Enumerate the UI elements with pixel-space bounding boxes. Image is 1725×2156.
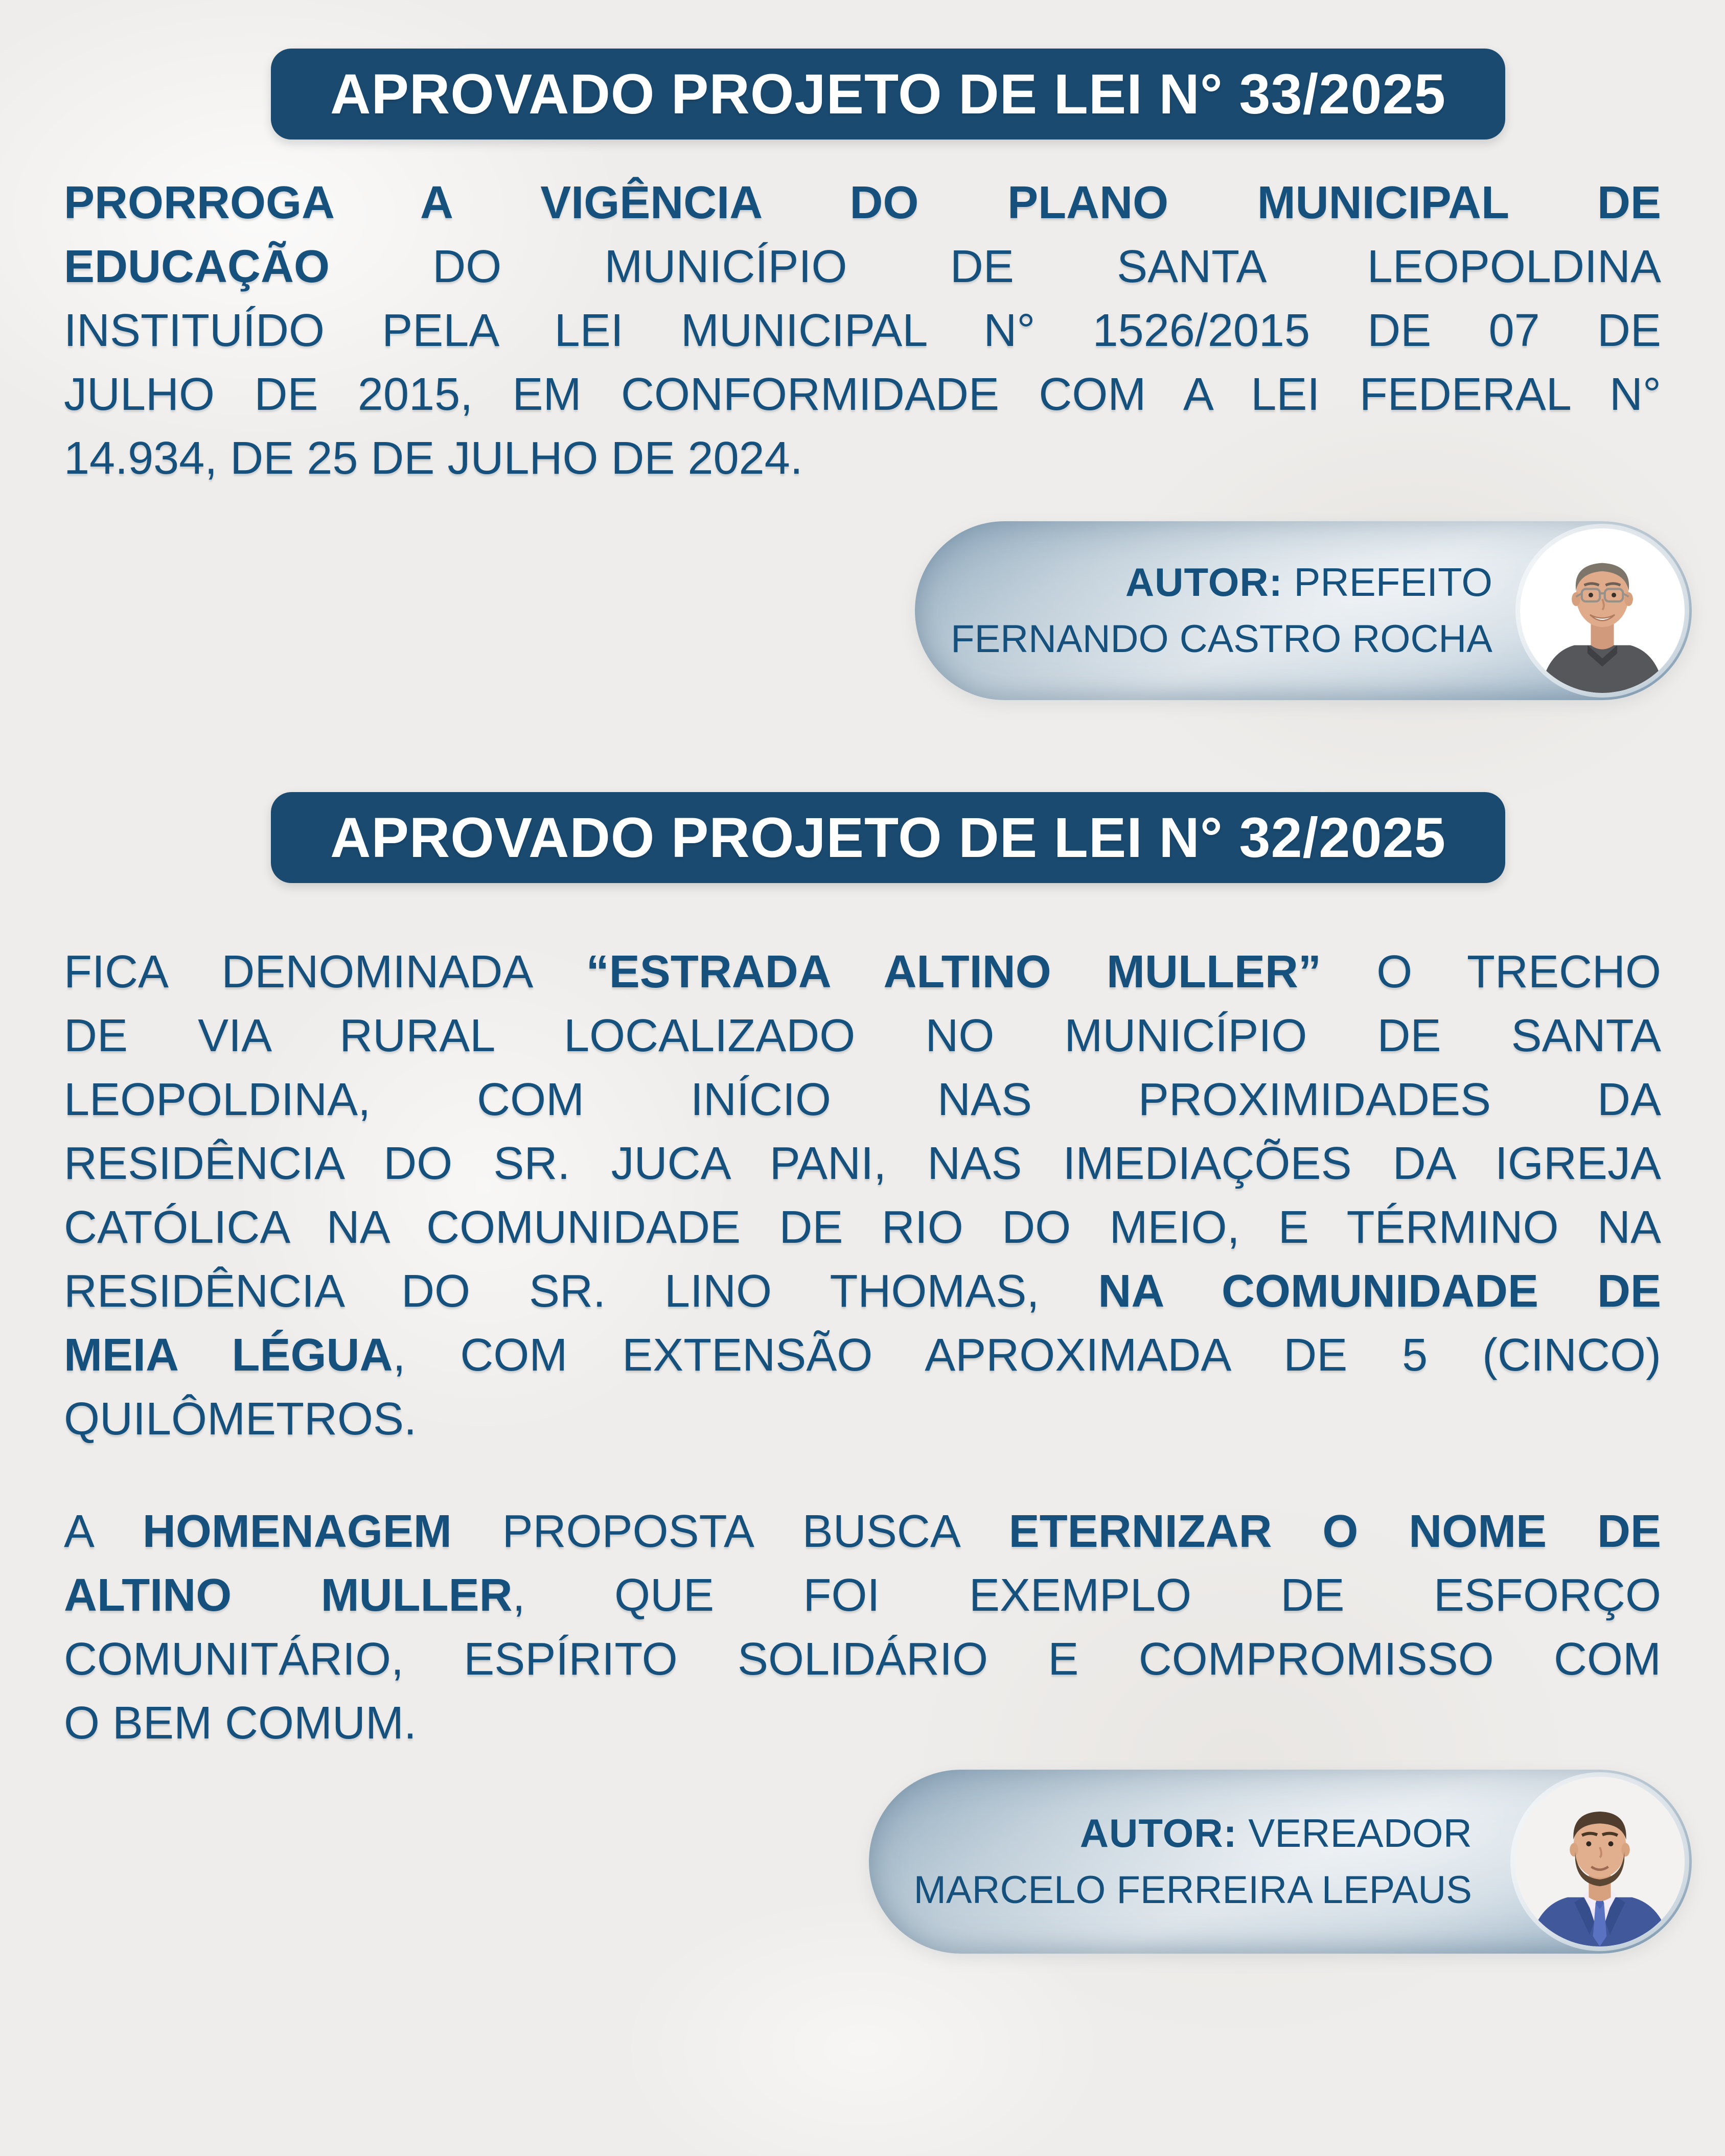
paragraph-line — [64, 299, 1661, 363]
text-segment: PRORROGA A VIGÊNCIA DO PLANO MUNICIPAL DE — [64, 177, 1661, 228]
paragraph-line — [64, 1004, 1661, 1068]
text-segment: EDUCAÇÃO — [64, 241, 330, 292]
banner-law-32 — [271, 792, 1505, 883]
author-role: PREFEITO — [1294, 560, 1492, 605]
author-label: AUTOR: — [1125, 560, 1283, 605]
law-32-homage-paragraph — [64, 1500, 1661, 1755]
text-segment: RESIDÊNCIA DO SR. JUCA PANI, NAS IMEDIAÇÕES DA IGREJA — [64, 1138, 1661, 1189]
author-info — [951, 553, 1492, 668]
paragraph-line — [64, 1564, 1661, 1628]
text-segment: O BEM COMUM. — [64, 1698, 417, 1749]
author-role: VEREADOR — [1248, 1811, 1472, 1856]
text-segment: “ESTRADA ALTINO MULLER” — [586, 946, 1321, 998]
paragraph-line — [64, 235, 1661, 299]
section-law-32 — [0, 792, 1725, 1954]
paragraph-line — [64, 1324, 1661, 1387]
text-segment: LEOPOLDINA, COM INÍCIO NAS PROXIMIDADES DA — [64, 1074, 1661, 1125]
banner-law-33 — [271, 49, 1505, 140]
text-segment: FICA DENOMINADA — [64, 946, 586, 998]
prefeito-photo-frame — [1520, 528, 1685, 693]
author-name: FERNANDO CASTRO ROCHA — [951, 617, 1492, 661]
paragraph-line — [64, 171, 1661, 235]
paragraph-line — [64, 940, 1661, 1004]
author-role-line — [914, 1804, 1472, 1862]
paragraph-line — [64, 1196, 1661, 1260]
author-info — [914, 1804, 1472, 1919]
author-label: AUTOR: — [1079, 1811, 1237, 1856]
law-33-summary-paragraph — [64, 171, 1661, 491]
text-segment: MEIA LÉGUA — [64, 1330, 393, 1381]
vereador-photo-frame — [1515, 1777, 1685, 1946]
text-segment: RESIDÊNCIA DO SR. LINO THOMAS, — [64, 1266, 1098, 1317]
text-segment: DO MUNICÍPIO DE SANTA LEOPOLDINA — [330, 241, 1661, 292]
text-segment: JULHO DE 2015, EM CONFORMIDADE COM A LEI FEDERAL N° — [64, 369, 1661, 420]
paragraph-line — [64, 1691, 1661, 1755]
text-segment: NA COMUNIDADE DE — [1098, 1266, 1661, 1317]
paragraph-line — [64, 1068, 1661, 1132]
author-role-line — [951, 553, 1492, 611]
paragraph-line — [64, 1132, 1661, 1196]
paragraph-line — [64, 1387, 1661, 1451]
paragraph-line — [64, 1500, 1661, 1564]
text-segment: DE VIA RURAL LOCALIZADO NO MUNICÍPIO DE SANTA — [64, 1010, 1661, 1061]
text-segment: HOMENAGEM — [142, 1506, 452, 1557]
paragraph-line — [64, 363, 1661, 427]
text-segment: , QUE FOI EXEMPLO DE ESFORÇO — [512, 1570, 1661, 1621]
text-segment: ETERNIZAR O NOME DE — [1008, 1506, 1661, 1557]
text-segment: QUILÔMETROS. — [64, 1394, 417, 1445]
text-segment: O TRECHO — [1321, 946, 1662, 998]
author-badge-vereador — [869, 1770, 1692, 1954]
section-law-33 — [0, 49, 1725, 700]
author-badge-prefeito — [915, 521, 1692, 700]
text-segment: PROPOSTA BUSCA — [451, 1506, 1009, 1557]
fernando-castro-rocha-photo — [1520, 528, 1685, 693]
paragraph-line — [64, 427, 1661, 491]
paragraph-line — [64, 1260, 1661, 1324]
text-segment: CATÓLICA NA COMUNIDADE DE RIO DO MEIO, E TÉRMINO NA — [64, 1202, 1661, 1253]
banner-title: APROVADO PROJETO DE LEI N° 33/2025 — [330, 62, 1446, 126]
text-segment: A — [64, 1506, 143, 1557]
text-segment: INSTITUÍDO PELA LEI MUNICIPAL N° 1526/2015 DE 07 DE — [64, 305, 1661, 356]
law-32-description-paragraph — [64, 940, 1661, 1451]
paragraph-line — [64, 1628, 1661, 1691]
text-segment: 14.934, DE 25 DE JULHO DE 2024. — [64, 433, 803, 484]
text-segment: COMUNITÁRIO, ESPÍRITO SOLIDÁRIO E COMPROMISSO COM — [64, 1634, 1661, 1685]
text-segment: ALTINO MULLER — [64, 1570, 513, 1621]
marcelo-ferreira-lepaus-photo — [1515, 1777, 1685, 1946]
text-segment: , COM EXTENSÃO APROXIMADA DE 5 (CINCO) — [393, 1330, 1662, 1381]
author-name: MARCELO FERREIRA LEPAUS — [913, 1868, 1472, 1912]
banner-title: APROVADO PROJETO DE LEI N° 32/2025 — [330, 806, 1446, 869]
